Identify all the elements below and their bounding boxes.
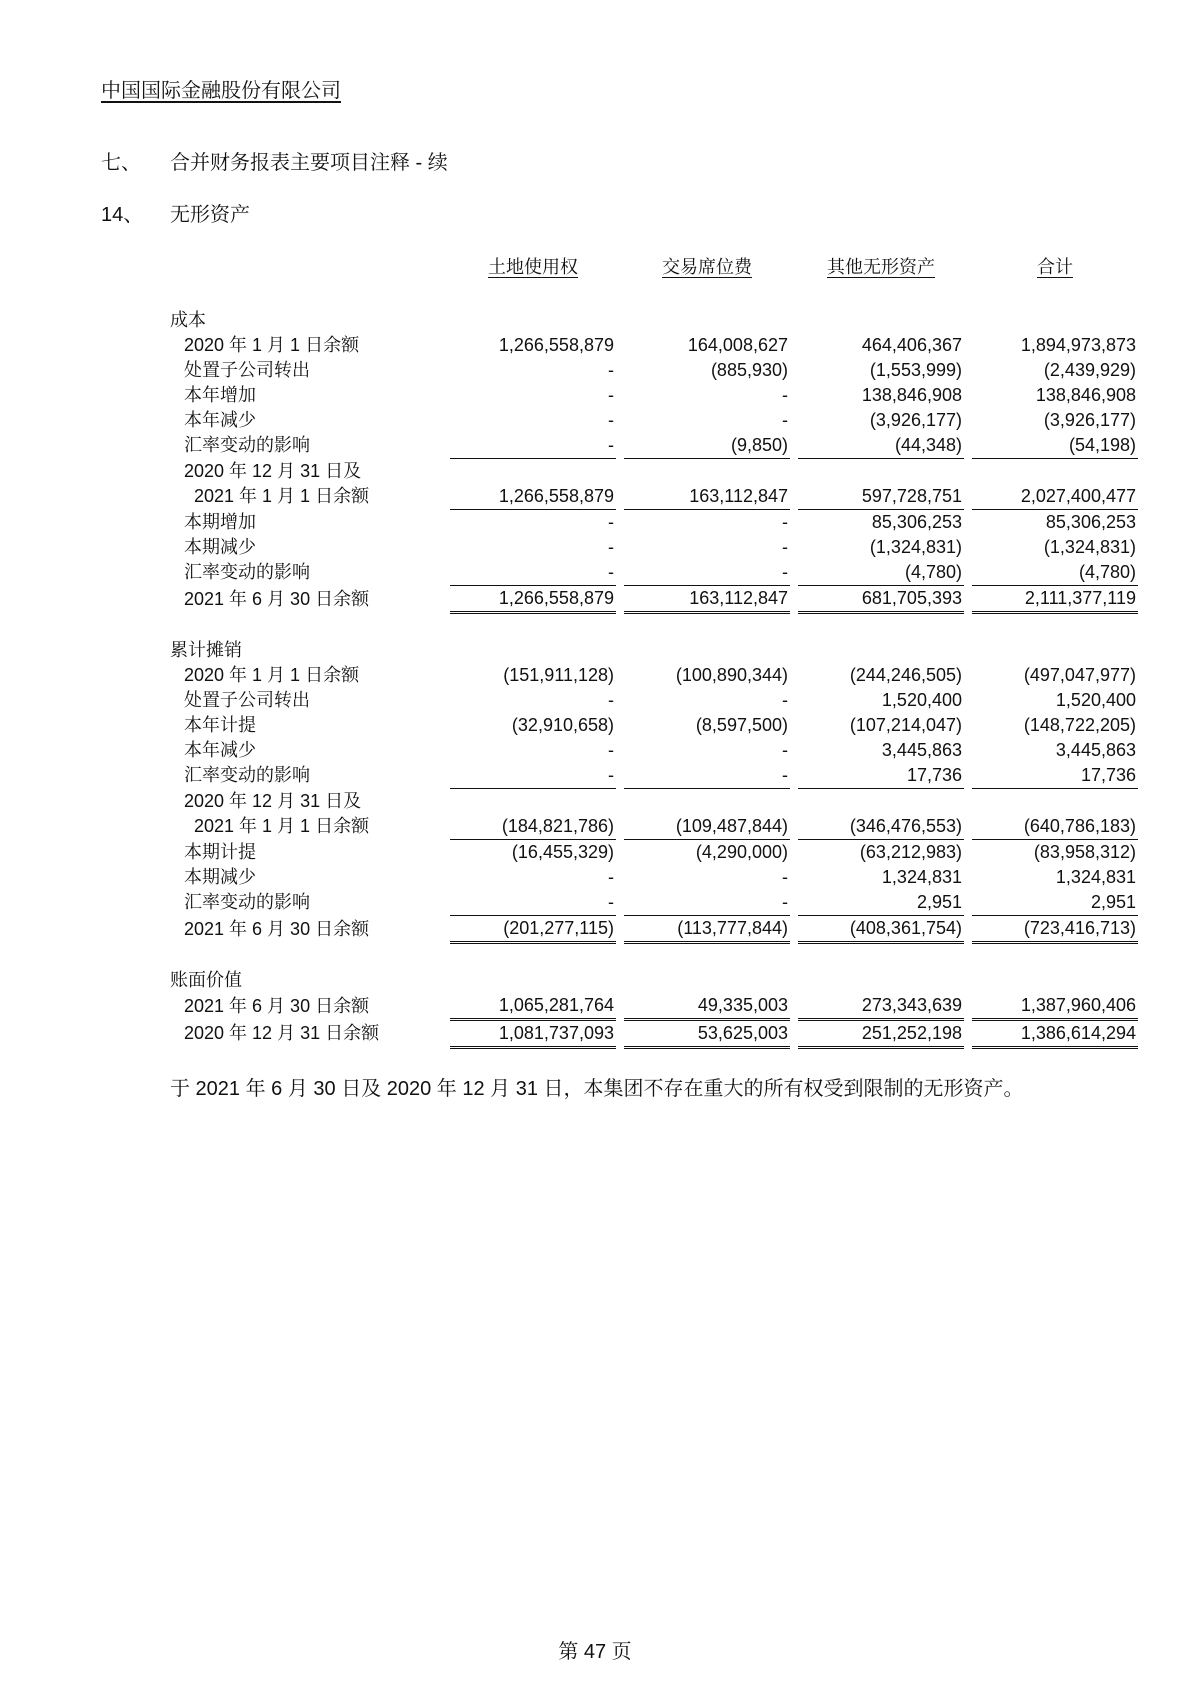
- table-row-total: 2021 年 6 月 30 日余额 (201,277,115) (113,777,844) (408,361,754) (723,416,713): [170, 916, 1138, 943]
- table-row: 2020 年 12 月 31 日及: [184, 461, 362, 481]
- table-row: 本期减少 - - 1,324,831 1,324,831: [184, 867, 1136, 887]
- table-row-total: 2020 年 12 月 31 日余额 1,081,737,093 53,625,003 251,252,198 1,386,614,294: [170, 1020, 1138, 1048]
- section-heading-amortization: 累计摊销: [170, 640, 242, 660]
- table-row: 本期计提 (16,455,329) (4,290,000) (63,212,983) (83,958,312): [184, 841, 1136, 862]
- col-header: 其他无形资产: [827, 257, 935, 277]
- table-row: 汇率变动的影响 - - (4,780) (4,780): [170, 560, 1138, 586]
- footnote: 于 2021 年 6 月 30 日及 2020 年 12 月 31 日，本集团不存在重大的所有权受到限制的无形资产。: [170, 1078, 1024, 1100]
- table-row: 本年计提 (32,910,658) (8,597,500) (107,214,047) (148,722,205): [184, 715, 1136, 735]
- table-row: 本年减少 - - 3,445,863 3,445,863: [184, 740, 1136, 760]
- table-row: 2020 年 12 月 31 日及: [184, 791, 362, 811]
- table-row: 2020 年 1 月 1 日余额 (151,911,128) (100,890,344) (244,246,505) (497,047,977): [184, 665, 1136, 685]
- table-row: 本年增加 - - 138,846,908 138,846,908: [184, 385, 1136, 405]
- table-row: 汇率变动的影响 - - 2,951 2,951: [170, 890, 1138, 916]
- table-header: [170, 250, 1138, 280]
- table-row: 本年减少 - - (3,926,177) (3,926,177): [184, 410, 1136, 430]
- section-heading-book-value: 账面价值: [170, 970, 242, 990]
- subsection-title: 无形资产: [170, 204, 250, 226]
- col-header: 交易席位费: [662, 257, 752, 277]
- table-row: 2020 年 1 月 1 日余额 1,266,558,879 164,008,627 464,406,367 1,894,973,873: [184, 335, 1136, 355]
- table-row: 汇率变动的影响 - (9,850) (44,348) (54,198): [170, 433, 1138, 459]
- intangible-assets-table: [170, 250, 1138, 1049]
- table-row-total: 2021 年 6 月 30 日余额 1,065,281,764 49,335,003 273,343,639 1,387,960,406: [170, 993, 1138, 1020]
- page-number: 第 47 页: [558, 1641, 632, 1663]
- subsection-number: 14、: [101, 204, 144, 226]
- table-row: 处置子公司转出 - - 1,520,400 1,520,400: [184, 690, 1136, 710]
- company-name: 中国国际金融股份有限公司: [101, 80, 341, 102]
- table-row: 汇率变动的影响 - - 17,736 17,736: [170, 763, 1138, 789]
- table-row: 2021 年 1 月 1 日余额 (184,821,786) (109,487,844) (346,476,553) (640,786,183): [170, 814, 1138, 840]
- table-row: 处置子公司转出 - (885,930) (1,553,999) (2,439,929): [184, 360, 1136, 380]
- section-number: 七、: [101, 152, 141, 174]
- col-header: 土地使用权: [488, 257, 578, 277]
- table-row-total: 2021 年 6 月 30 日余额 1,266,558,879 163,112,847 681,705,393 2,111,377,119: [170, 586, 1138, 613]
- section-heading-cost: 成本: [170, 310, 206, 330]
- section-title: 合并财务报表主要项目注释 - 续: [170, 152, 448, 174]
- col-header: 合计: [1037, 257, 1073, 277]
- table-row: 2021 年 1 月 1 日余额 1,266,558,879 163,112,847 597,728,751 2,027,400,477: [170, 484, 1138, 510]
- table-row: 本期减少 - - (1,324,831) (1,324,831): [184, 537, 1136, 557]
- table-row: 本期增加 - - 85,306,253 85,306,253: [184, 511, 1136, 532]
